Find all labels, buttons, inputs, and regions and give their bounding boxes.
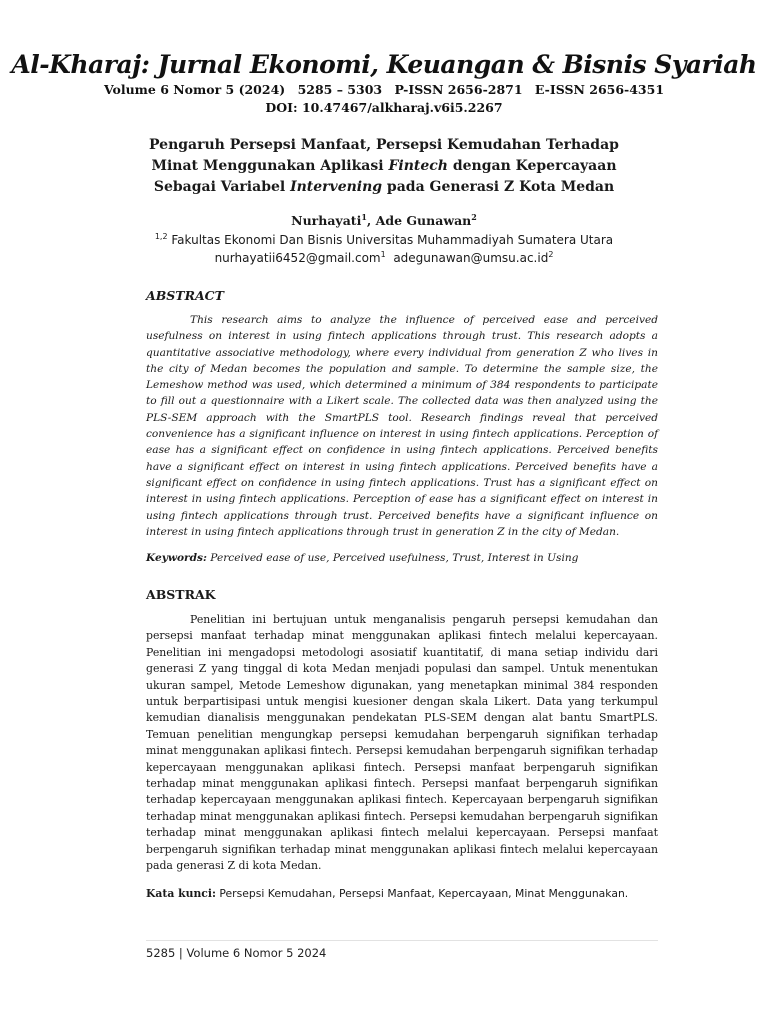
keywords-label: Keywords: bbox=[146, 552, 207, 564]
journal-name: Al-Kharaj: Jurnal Ekonomi, Keuangan & Bisnis Syariah bbox=[11, 50, 757, 79]
author-name: Ade Gunawan bbox=[375, 213, 472, 228]
journal-volume: Volume 6 Nomor 5 (2024) bbox=[103, 82, 286, 97]
author-list: Nurhayati$^1$, Ade Gunawan$^2$ bbox=[291, 211, 477, 228]
author-emails: nurhayatii6452@gmail.com$^1$ $adegunawan@umsu.ac.id^2$ bbox=[214, 250, 554, 265]
author-name: Nurhayati bbox=[291, 213, 362, 228]
paper-title: Pengaruh Persepsi Manfaat, Persepsi Kemudahan Terhadap Minat Menggunakan Aplikasi Fintech dengan Kepercayaan Sebagai Variabel Intervening pada Generasi Z Kota Medan bbox=[149, 137, 619, 195]
journal-pissn: P-ISSN 2656-2871 bbox=[394, 82, 523, 97]
footer-divider bbox=[146, 940, 658, 941]
email-link[interactable]: adegunawan@umsu.ac.id bbox=[393, 251, 549, 265]
journal-meta bbox=[0, 82, 768, 97]
page-footer: 5285 | Volume 6 Nomor 5 2024 bbox=[146, 946, 327, 960]
email-link[interactable]: nurhayatii6452@gmail.com bbox=[214, 251, 381, 265]
affiliation: $^{1,2}$ Fakultas Ekonomi Dan Bisnis Universitas Muhammadiyah Sumatera Utara bbox=[154, 232, 614, 247]
abstrak-text: Penelitian ini bertujuan untuk menganalisis pengaruh persepsi kemudahan dan persepsi manfaat terhadap minat menggunakan aplikasi fintech melalui kepercayaan. Penelitian ini mengadopsi metodologi asosiatif kuantitatif, di mana setiap individu dari generasi Z yang tinggal di kota Medan menjadi populasi dan sampel. Untuk menentukan ukuran sampel, Metode Lemeshow digunakan, yang menetapkan minimal 384 responden untuk berpartisipasi untuk mengisi kuesioner dengan skala Likert. Data yang terkumpul kemudian dianalisis menggunakan pendekatan PLS-SEM dengan alat bantu SmartPLS. Temuan penelitian mengungkap persepsi kemudahan berpengaruh signifikan terhadap minat menggunakan aplikasi fintech. Persepsi kemudahan berpengaruh signifikan terhadap kepercayaan menggunakan aplikasi fintech. Persepsi manfaat berpengaruh signifikan terhadap minat menggunakan aplikasi fintech. Persepsi manfaat berpengaruh signifikan terhadap kepercayaan menggunakan aplikasi fintech. Kepercayaan berpengaruh signifikan terhadap minat menggunakan aplikasi fintech. Persepsi kemudahan berpengaruh signifikan terhadap minat menggunakan aplikasi fintech melalui kepercayaan. Persepsi manfaat berpengaruh signifikan terhadap minat menggunakan aplikasi fintech melalui kepercayaan pada generasi Z di kota Medan. bbox=[146, 613, 658, 873]
kata-kunci-list: Persepsi Kemudahan, Persepsi Manfaat, Kepercayaan, Minat Menggunakan. bbox=[215, 887, 629, 900]
kata-kunci bbox=[146, 887, 666, 900]
keywords-list: Perceived ease of use, Perceived usefulness, Trust, Interest in Using bbox=[206, 552, 579, 564]
abstrak-heading: ABSTRAK bbox=[146, 587, 216, 602]
abstract-heading: ABSTRACT bbox=[146, 288, 224, 303]
journal-doi: DOI: 10.47467/alkharaj.v6i5.2267 bbox=[265, 100, 503, 115]
keywords bbox=[146, 552, 666, 564]
kata-kunci-label: Kata kunci: bbox=[146, 887, 216, 900]
journal-pages: 5285 – 5303 bbox=[297, 82, 383, 97]
abstract-text: This research aims to analyze the influence of perceived ease and perceived usefulness on interest in using fintech applications through trust. This research adopts a quantitative associative methodology, where every individual from generation Z who lives in the city of Medan becomes the population and sample. To determine the sample size, the Lemeshow method was used, which determined a minimum of 384 respondents to participate to fill out a questionnaire with a Likert scale. The collected data was then analyzed using the PLS-SEM approach with the SmartPLS tool. Research findings reveal that perceived convenience has a significant influence on interest in using fintech applications. Perception of ease has a significant effect on confidence in using fintech applications. Perceived benefits have a significant effect on interest in using fintech applications. Perceived benefits have a significant effect on confidence in using fintech applications. Trust has a significant effect on interest in using fintech applications. Perception of ease has a significant effect on interest in using fintech applications through trust. Perceived benefits have a significant influence on interest in using fintech applications through trust in generation Z in the city of Medan. bbox=[146, 314, 658, 538]
journal-eissn: E-ISSN 2656-4351 bbox=[534, 82, 665, 97]
